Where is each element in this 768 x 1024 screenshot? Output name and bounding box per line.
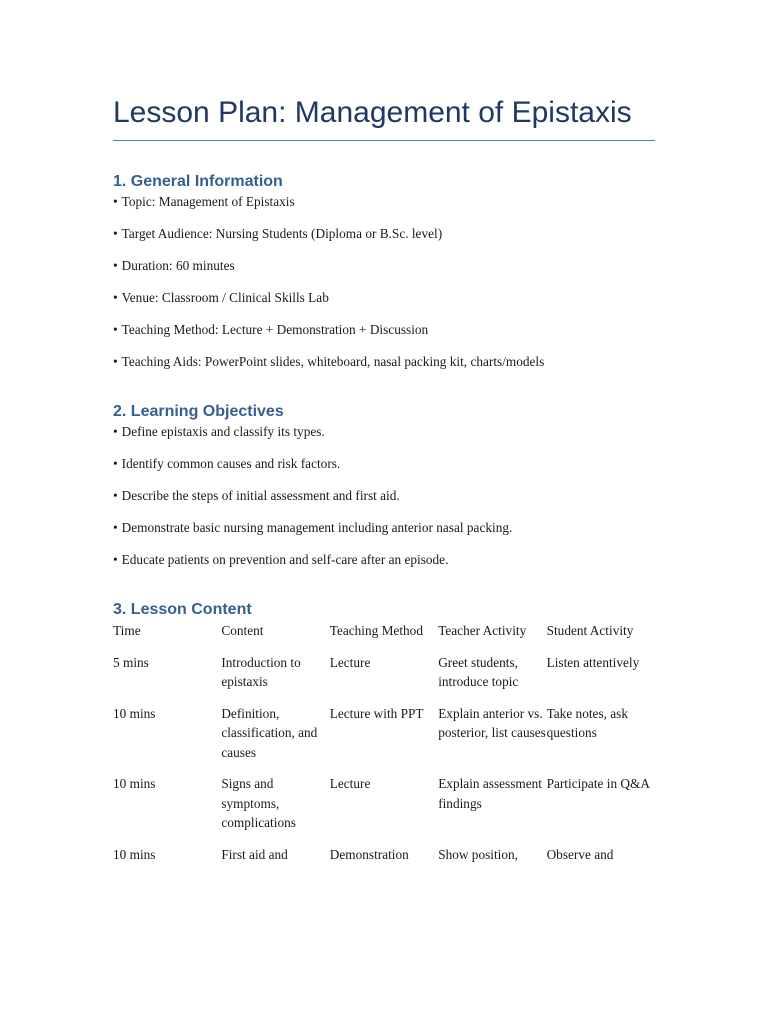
list-item: • Demonstrate basic nursing management including anterior nasal packing. bbox=[113, 520, 513, 535]
list-item: • Venue: Classroom / Clinical Skills Lab bbox=[113, 290, 329, 305]
table-cell: Lecture bbox=[329, 654, 371, 670]
bullet-icon: • bbox=[113, 226, 118, 241]
column-header: Teaching Method bbox=[329, 623, 423, 638]
section-heading: 2. Learning Objectives bbox=[113, 403, 284, 420]
section-general-information bbox=[113, 171, 655, 371]
table-cell: Demonstration bbox=[329, 846, 409, 862]
list-item: • Teaching Aids: PowerPoint slides, whiteboard, nasal packing kit, charts/models bbox=[113, 354, 545, 369]
bullet-icon: • bbox=[113, 322, 118, 337]
table-cell: Greet students, introduce topic bbox=[438, 654, 519, 689]
table-cell: Observe and bbox=[546, 846, 614, 862]
table-cell: Explain assessment findings bbox=[438, 776, 542, 811]
table-cell: Explain anterior vs. posterior, list causes bbox=[438, 705, 546, 740]
bullet-icon: • bbox=[113, 194, 118, 209]
section-lesson-content bbox=[113, 599, 655, 876]
bullet-icon: • bbox=[113, 424, 118, 439]
objectives-list bbox=[113, 423, 655, 569]
bullet-icon: • bbox=[113, 456, 118, 471]
list-item: • Teaching Method: Lecture + Demonstration + Discussion bbox=[113, 322, 429, 337]
table-header-row bbox=[113, 621, 655, 653]
list-item: • Identify common causes and risk factors. bbox=[113, 456, 341, 471]
general-info-list bbox=[113, 193, 655, 371]
bullet-icon: • bbox=[113, 520, 118, 535]
table-cell: Lecture bbox=[329, 776, 371, 791]
table-cell: 5 mins bbox=[113, 654, 149, 670]
table-cell: 10 mins bbox=[113, 776, 156, 791]
table-cell: Show position, bbox=[438, 846, 518, 862]
table-row bbox=[113, 845, 655, 877]
table-cell: First aid and bbox=[221, 846, 288, 862]
table-cell: Take notes, ask questions bbox=[546, 705, 628, 740]
bullet-icon: • bbox=[113, 488, 118, 503]
table-row bbox=[113, 704, 655, 775]
list-item: • Target Audience: Nursing Students (Diploma or B.Sc. level) bbox=[113, 226, 443, 241]
document-page bbox=[113, 92, 655, 876]
table-cell: Signs and symptoms, complications bbox=[221, 776, 296, 830]
lesson-content-table bbox=[113, 621, 655, 876]
table-cell: Listen attentively bbox=[546, 654, 640, 670]
bullet-icon: • bbox=[113, 258, 118, 273]
list-item: • Educate patients on prevention and self-care after an episode. bbox=[113, 552, 449, 567]
table-cell: Introduction to epistaxis bbox=[221, 654, 301, 689]
list-item: • Topic: Management of Epistaxis bbox=[113, 194, 295, 209]
list-item: • Describe the steps of initial assessment and first aid. bbox=[113, 488, 400, 503]
column-header: Teacher Activity bbox=[438, 623, 527, 638]
section-learning-objectives bbox=[113, 401, 655, 569]
bullet-icon: • bbox=[113, 552, 118, 567]
list-item: • Duration: 60 minutes bbox=[113, 258, 235, 273]
bullet-icon: • bbox=[113, 290, 118, 305]
table-cell: 10 mins bbox=[113, 705, 156, 721]
table-cell: Participate in Q&A bbox=[546, 776, 650, 791]
table-cell: 10 mins bbox=[113, 846, 156, 862]
table-row bbox=[113, 653, 655, 704]
section-heading: 1. General Information bbox=[113, 173, 283, 190]
column-header: Time bbox=[113, 623, 141, 638]
section-heading: 3. Lesson Content bbox=[113, 601, 252, 618]
column-header: Student Activity bbox=[546, 623, 634, 638]
table-cell: Lecture with PPT bbox=[329, 705, 424, 721]
list-item: • Define epistaxis and classify its types. bbox=[113, 424, 325, 439]
table-row bbox=[113, 774, 655, 845]
page-title: Lesson Plan: Management of Epistaxis bbox=[113, 92, 655, 141]
bullet-icon: • bbox=[113, 354, 118, 369]
table-cell: Definition, classification, and causes bbox=[221, 705, 318, 760]
column-header: Content bbox=[221, 623, 264, 638]
